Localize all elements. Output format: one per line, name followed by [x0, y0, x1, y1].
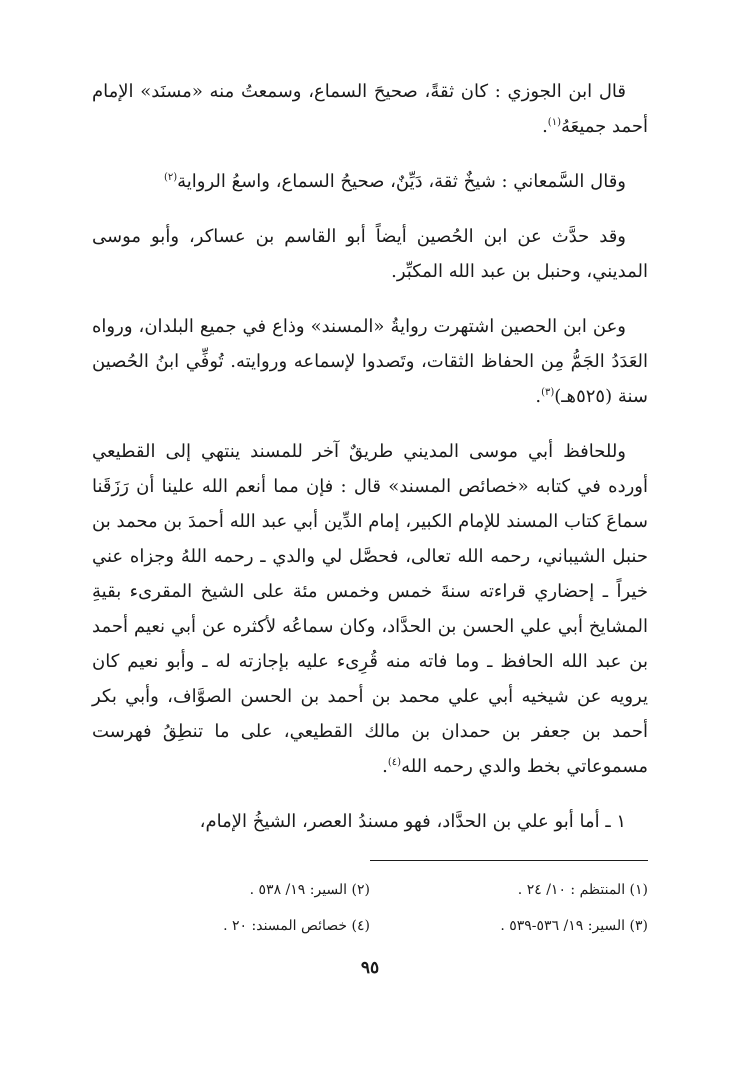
- footnote-mark: (٤): [387, 757, 402, 768]
- footnote-mark: (١): [547, 117, 561, 128]
- paragraph-narrators: [92, 219, 648, 289]
- paragraph-abu-musa: وللحافظ أبي موسى المديني طريقٌ آخر للمسند ينتهي إلى القطيعي أورده في كتابه «خصائص المسند» قال : فإن مما أنعم الله علينا أن رَزَقَنا سماعَ كتاب المسند للإمام الكبير، إمام الدِّين أبي عبد الله أحمدَ بن محمد بن حنبل الشيباني، رحمه الله تعالى، فحصَّل لي والدي ـ رحمه اللهُ وجزاه عني خيراً ـ إحضاري قراءته سنةَ خمس وخمس مئة على الشيخ المقرىء بقيةِ المشايخ أبي علي الحسن بن الحدَّاد، وكان سماعُه لأكثره عن أبي نعيم أحمد بن عبد الله الحافظ ـ وما فاته منه قُرِىء عليه بإجازته له ـ وأبو نعيم كان يرويه عن شيخيه أبي علي محمد بن أحمد بن الحسن الصوَّاف، وأبي بكر أحمد بن جعفر بن حمدان بن مالك القطيعي، على ما تنطِقُ فهرست مسموعاتي بخط والدي رحمه الله$^{(٤)}$.: [92, 441, 648, 777]
- paragraph-text: وقال السَّمعاني : شيخٌ ثقة، دَيِّنٌ، صحيحُ السماع، واسعُ الرواية: [177, 171, 626, 192]
- paragraph-text: وقد حدَّث عن ابن الحُصين أيضاً أبو القاسم بن عساكر، وأبو موسى المديني، وحنبل بن عبد الله المكبِّر.: [92, 226, 648, 282]
- paragraph-al-samani: [92, 164, 648, 199]
- paragraph-ibn-al-jawzi: قال ابن الجوزي : كان ثقةً، صحيحَ السماع، وسمعتُ منه «مسنَد» الإمام أحمد جميعَهُ$^{(١)}$.: [92, 81, 648, 137]
- paragraph-ibn-al-haddad: [92, 804, 648, 839]
- footnote-2: (٢) السير: ١٩/ ٥٣٨ .: [249, 882, 370, 898]
- footnote-1: (١) المنتظم : ١٠/ ٢٤ .: [517, 882, 648, 898]
- footnote-row: [92, 908, 648, 944]
- main-text: [92, 74, 648, 839]
- paragraph-text: وعن ابن الحصين اشتهرت روايةُ «المسند» وذاع في جميع البلدان، ورواه العَدَدُ الجَمُّ مِن الحفاظ الثقات، وتَصدوا لإسماعه وروايته. تُوفِّي ابنُ الحُصين سنة (٥٢٥هـ): [92, 316, 648, 407]
- paragraph-ibn-al-husayn: وعن ابن الحصين اشتهرت روايةُ «المسند» وذاع في جميع البلدان، ورواه العَدَدُ الجَمُّ مِن الحفاظ الثقات، وتَصدوا لإسماعه وروايته. تُوفِّي ابنُ الحُصين سنة (٥٢٥هـ)$^{(٣)}$.: [92, 316, 648, 407]
- footnotes: [92, 872, 648, 944]
- footnote-divider: [370, 860, 648, 861]
- paragraph-text: قال ابن الجوزي : كان ثقةً، صحيحَ السماع، وسمعتُ منه «مسنَد» الإمام أحمد جميعَهُ: [92, 81, 648, 137]
- footnote-row: [92, 872, 648, 908]
- paragraph-text: وللحافظ أبي موسى المديني طريقٌ آخر للمسند ينتهي إلى القطيعي أورده في كتابه «خصائص المسند» قال : فإن مما أنعم الله علينا أن رَزَقَنا سماعَ كتاب المسند للإمام الكبير، إمام الدِّين أبي عبد الله أحمدَ بن محمد بن حنبل الشيباني، رحمه الله تعالى، فحصَّل لي والدي ـ رحمه اللهُ وجزاه عني خيراً ـ إحضاري قراءته سنةَ خمس وخمس مئة على الشيخ المقرىء بقيةِ المشايخ أبي علي الحسن بن الحدَّاد، وكان سماعُه لأكثره عن أبي نعيم أحمد بن عبد الله الحافظ ـ وما فاته منه قُرِىء عليه بإجازته له ـ وأبو نعيم كان يرويه عن شيخيه أبي علي محمد بن أحمد بن الحسن الصوَّاف، وأبي بكر أحمد بن جعفر بن حمدان بن مالك القطيعي، على ما تنطِقُ فهرست مسموعاتي بخط والدي رحمه الله: [92, 441, 648, 777]
- footnote-mark: (٢): [163, 172, 178, 183]
- page-number: ٩٥: [360, 958, 380, 978]
- paragraph-text: ١ ـ أما أبو علي بن الحدَّاد، فهو مسندُ العصر، الشيخُ الإمام،: [199, 811, 626, 832]
- footnote-3: (٣) السير: ١٩/ ٥٣٦-٥٣٩ .: [500, 918, 648, 934]
- footnote-4: (٤) خصائص المسند: ٢٠ .: [223, 918, 370, 934]
- footnote-mark: (٣): [541, 387, 555, 398]
